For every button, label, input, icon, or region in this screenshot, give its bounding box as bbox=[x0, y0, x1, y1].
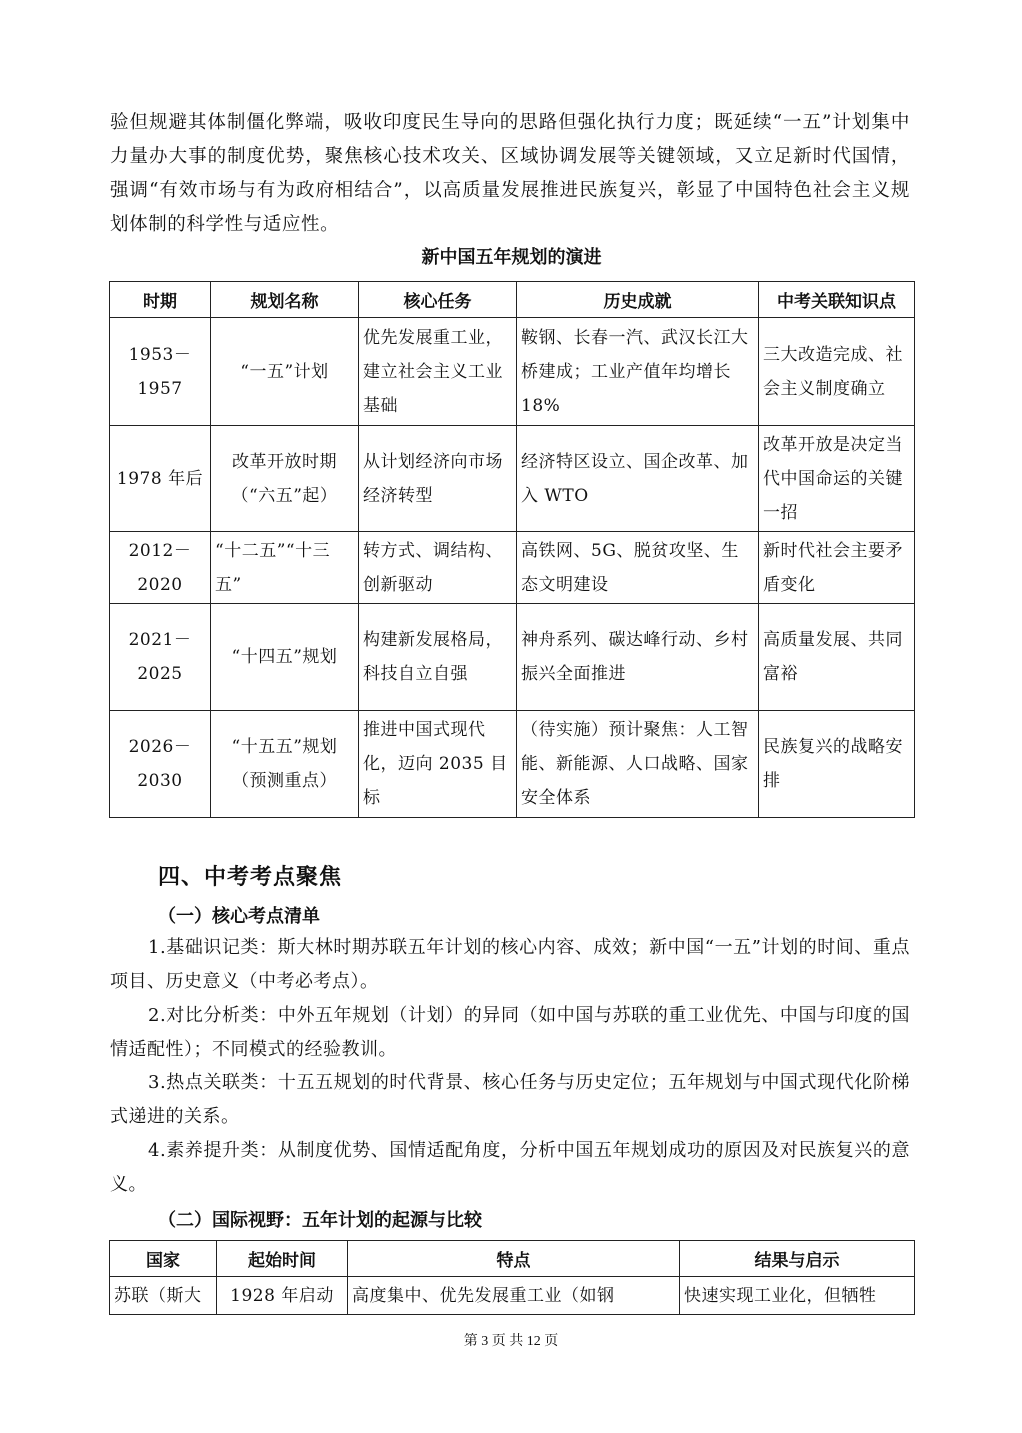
section-heading: 四、中考考点聚焦 bbox=[158, 865, 343, 890]
achievement-cell: 高铁网、5G、脱贫攻坚、生态文明建设 bbox=[517, 532, 759, 604]
table-row bbox=[110, 426, 915, 532]
header-cell: 中考关联知识点 bbox=[759, 282, 915, 318]
header-cell: 规划名称 bbox=[211, 282, 359, 318]
exam-point-2: 2.对比分析类：中外五年规划（计划）的异同（如中国与苏联的重工业优先、中国与印度的国情适配性）；不同模式的经验教训。 bbox=[110, 1005, 910, 1060]
feature-cell: 高度集中、优先发展重工业（如钢 bbox=[348, 1277, 680, 1315]
table-row bbox=[110, 604, 915, 711]
knowledge-point-cell: 三大改造完成、社会主义制度确立 bbox=[759, 318, 915, 426]
result-cell: 快速实现工业化，但牺牲 bbox=[680, 1277, 915, 1315]
core-task-cell: 推进中国式现代化，迈向 2035 目标 bbox=[359, 711, 517, 818]
header-cell: 起始时间 bbox=[217, 1241, 348, 1277]
start-time-cell: 1928 年启动 bbox=[217, 1277, 348, 1315]
table-row bbox=[110, 1277, 915, 1315]
table-row bbox=[110, 318, 915, 426]
plan-name-cell: 改革开放时期（“六五”起） bbox=[211, 426, 359, 532]
table-header-row bbox=[110, 282, 915, 318]
plan-name-cell: “一五”计划 bbox=[211, 318, 359, 426]
header-cell: 历史成就 bbox=[517, 282, 759, 318]
knowledge-point-cell: 新时代社会主要矛盾变化 bbox=[759, 532, 915, 604]
plan-name-cell: “十二五”“十三五” bbox=[211, 532, 359, 604]
country-cell: 苏联（斯大 bbox=[110, 1277, 217, 1315]
intro-paragraph: 验但规避其体制僵化弊端，吸收印度民生导向的思路但强化执行力度；既延续“一五”计划集中力量办大事的制度优势，聚焦核心技术攻关、区域协调发展等关键领域，又立足新时代国情，强调“有效市场与有为政府相结合”，以高质量发展推进民族复兴，彰显了中国特色社会主义规划体制的科学性与适应性。 bbox=[110, 112, 910, 235]
page-footer: 第 3 页 共 12 页 bbox=[463, 1334, 559, 1349]
achievement-cell: 神舟系列、碳达峰行动、乡村振兴全面推进 bbox=[517, 604, 759, 711]
plan-name-cell: “十五五”规划（预测重点） bbox=[211, 711, 359, 818]
exam-point-4: 4.素养提升类：从制度优势、国情适配角度，分析中国五年规划成功的原因及对民族复兴的意义。 bbox=[110, 1140, 910, 1195]
period-cell: 2026－2030 bbox=[110, 711, 211, 818]
achievement-cell: 鞍钢、长春一汽、武汉长江大桥建成；工业产值年均增长 18% bbox=[517, 318, 759, 426]
period-cell: 1953－1957 bbox=[110, 318, 211, 426]
header-cell: 国家 bbox=[110, 1241, 217, 1277]
subsection-heading: （二）国际视野：五年计划的起源与比较 bbox=[158, 1210, 482, 1231]
plan-name-cell: “十四五”规划 bbox=[211, 604, 359, 711]
subsection-heading: （一）核心考点清单 bbox=[158, 906, 320, 927]
header-cell: 核心任务 bbox=[359, 282, 517, 318]
header-cell: 特点 bbox=[348, 1241, 680, 1277]
achievement-cell: （待实施）预计聚焦：人工智能、新能源、人口战略、国家安全体系 bbox=[517, 711, 759, 818]
achievement-cell: 经济特区设立、国企改革、加入 WTO bbox=[517, 426, 759, 532]
knowledge-point-cell: 高质量发展、共同富裕 bbox=[759, 604, 915, 711]
core-task-cell: 优先发展重工业，建立社会主义工业基础 bbox=[359, 318, 517, 426]
international-comparison-table bbox=[109, 1240, 915, 1315]
exam-point-3: 3.热点关联类：十五五规划的时代背景、核心任务与历史定位；五年规划与中国式现代化阶梯式递进的关系。 bbox=[110, 1072, 910, 1127]
period-cell: 2012－2020 bbox=[110, 532, 211, 604]
knowledge-point-cell: 改革开放是决定当代中国命运的关键一招 bbox=[759, 426, 915, 532]
core-task-cell: 从计划经济向市场经济转型 bbox=[359, 426, 517, 532]
five-year-plan-table bbox=[109, 281, 915, 818]
header-cell: 时期 bbox=[110, 282, 211, 318]
table-title: 新中国五年规划的演进 bbox=[421, 247, 602, 268]
core-task-cell: 构建新发展格局，科技自立自强 bbox=[359, 604, 517, 711]
header-cell: 结果与启示 bbox=[680, 1241, 915, 1277]
exam-point-1: 1.基础识记类：斯大林时期苏联五年计划的核心内容、成效；新中国“一五”计划的时间、重点项目、历史意义（中考必考点）。 bbox=[110, 937, 910, 992]
knowledge-point-cell: 民族复兴的战略安排 bbox=[759, 711, 915, 818]
core-task-cell: 转方式、调结构、创新驱动 bbox=[359, 532, 517, 604]
table-row bbox=[110, 711, 915, 818]
table-header-row bbox=[110, 1241, 915, 1277]
period-cell: 2021－2025 bbox=[110, 604, 211, 711]
table-row bbox=[110, 532, 915, 604]
period-cell: 1978 年后 bbox=[110, 426, 211, 532]
